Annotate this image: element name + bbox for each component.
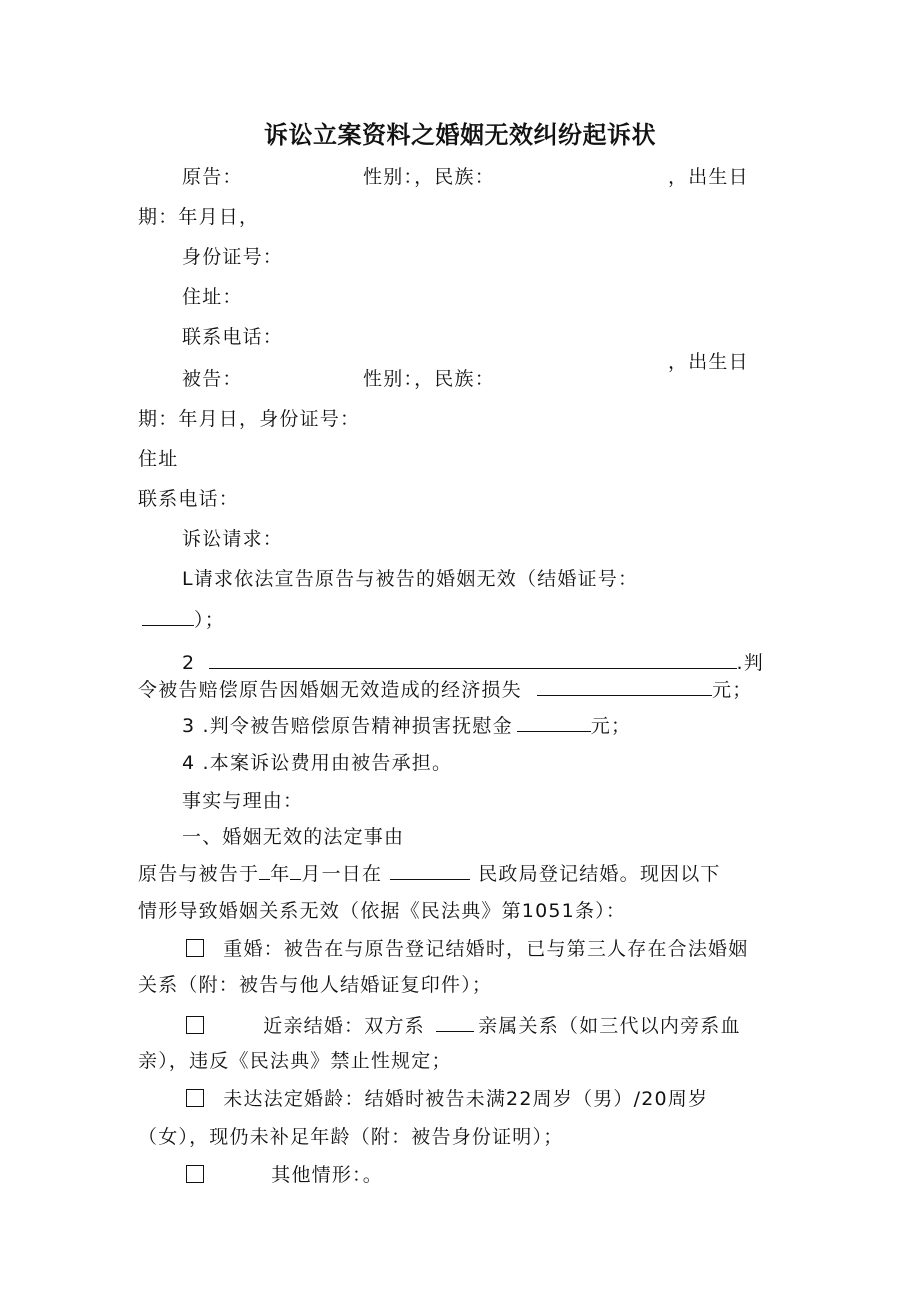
other-text: 其他情形：。 xyxy=(271,1164,383,1186)
plaintiff-label: 原告： xyxy=(182,166,243,188)
close-relatives-text-b: 亲属关系（如三代以内旁系血 xyxy=(478,1015,741,1037)
option-other xyxy=(186,1163,383,1187)
month-blank[interactable] xyxy=(290,861,301,880)
intro-part-c: 月一日在 xyxy=(301,863,383,885)
economic-loss-amount-blank[interactable] xyxy=(537,677,712,696)
option-underage-cont: （女），现仍未补足年龄（附：被告身份证明）； xyxy=(138,1126,564,1148)
plaintiff-id-label: 身份证号： xyxy=(182,246,284,268)
option-underage xyxy=(186,1087,708,1111)
defendant-gender-ethnicity: 性别：，民族： xyxy=(363,368,495,390)
defendant-phone-label: 联系电话： xyxy=(138,488,240,510)
section-1-heading: 一、婚姻无效的法定事由 xyxy=(182,826,405,848)
claim-3 xyxy=(182,713,631,738)
claim-1: L请求依法宣告原告与被告的婚姻无效（结婚证号： xyxy=(182,568,639,590)
relation-blank[interactable] xyxy=(436,1013,474,1032)
option-close-relatives xyxy=(186,1013,741,1038)
claim-2-unit: 元； xyxy=(712,679,753,701)
defendant-birth-id: 期：年月日，身份证号： xyxy=(138,408,361,430)
marriage-cert-number-blank[interactable] xyxy=(142,607,194,626)
bigamy-text: 重婚：被告在与原告登记结婚时，已与第三人存在合法婚姻 xyxy=(223,938,749,960)
claim-3-text: 3 .判令被告赔偿原告精神损害抚慰金 xyxy=(182,715,513,737)
defendant-birth-label: ，出生日 xyxy=(668,351,749,373)
underage-text: 未达法定婚龄：结婚时被告未满22周岁（男）/20周岁 xyxy=(223,1088,709,1110)
close-relatives-text: 近亲结婚：双方系 xyxy=(263,1015,425,1037)
intro-part-a: 原告与被告于 xyxy=(138,863,260,885)
other-checkbox[interactable] xyxy=(186,1165,204,1183)
bigamy-checkbox[interactable] xyxy=(186,939,204,957)
plaintiff-gender-ethnicity: 性别：，民族： xyxy=(363,166,495,188)
claim-1-cont xyxy=(142,607,225,632)
year-blank[interactable] xyxy=(259,861,270,880)
plaintiff-birth-date: 期：年月日， xyxy=(138,206,260,228)
registry-office-blank[interactable] xyxy=(390,861,470,880)
option-bigamy xyxy=(186,937,748,961)
claim-2-text: 令被告赔偿原告因婚姻无效造成的经济损失 xyxy=(138,679,522,701)
intro-part-b: 年 xyxy=(270,863,291,885)
document-title: 诉讼立案资料之婚姻无效纠纷起诉状 xyxy=(264,121,656,149)
option-close-relatives-cont: 亲），违反《民法典》禁止性规定； xyxy=(138,1050,452,1072)
defendant-address-label: 住址 xyxy=(138,448,179,470)
facts-heading: 事实与理由： xyxy=(182,790,304,812)
claim-4: 4 .本案诉讼费用由被告承担。 xyxy=(182,752,453,774)
claims-heading: 诉讼请求： xyxy=(182,528,284,550)
plaintiff-birth-label: ，出生日 xyxy=(668,166,749,188)
claim-3-unit: 元； xyxy=(590,715,632,737)
claim-2-end: .判 xyxy=(736,652,764,674)
claim-2 xyxy=(182,650,764,675)
claim-2-cont xyxy=(138,677,752,702)
underage-checkbox[interactable] xyxy=(186,1089,204,1107)
plaintiff-address-label: 住址： xyxy=(182,286,243,308)
plaintiff-phone-label: 联系电话： xyxy=(182,326,284,348)
claim-2-blank[interactable] xyxy=(209,650,737,669)
claim-2-number: 2 xyxy=(182,652,196,674)
facts-intro-cont: 情形导致婚姻关系无效（依据《民法典》第1051条）： xyxy=(138,900,627,922)
close-relatives-checkbox[interactable] xyxy=(186,1016,204,1034)
intro-part-d: 民政局登记结婚。现因以下 xyxy=(478,863,721,885)
facts-intro xyxy=(138,861,721,886)
option-bigamy-cont: 关系（附：被告与他人结婚证复印件）； xyxy=(138,974,493,996)
defendant-label: 被告： xyxy=(182,368,243,390)
mental-damage-amount-blank[interactable] xyxy=(517,713,591,732)
claim-1-end: ）； xyxy=(194,609,225,631)
